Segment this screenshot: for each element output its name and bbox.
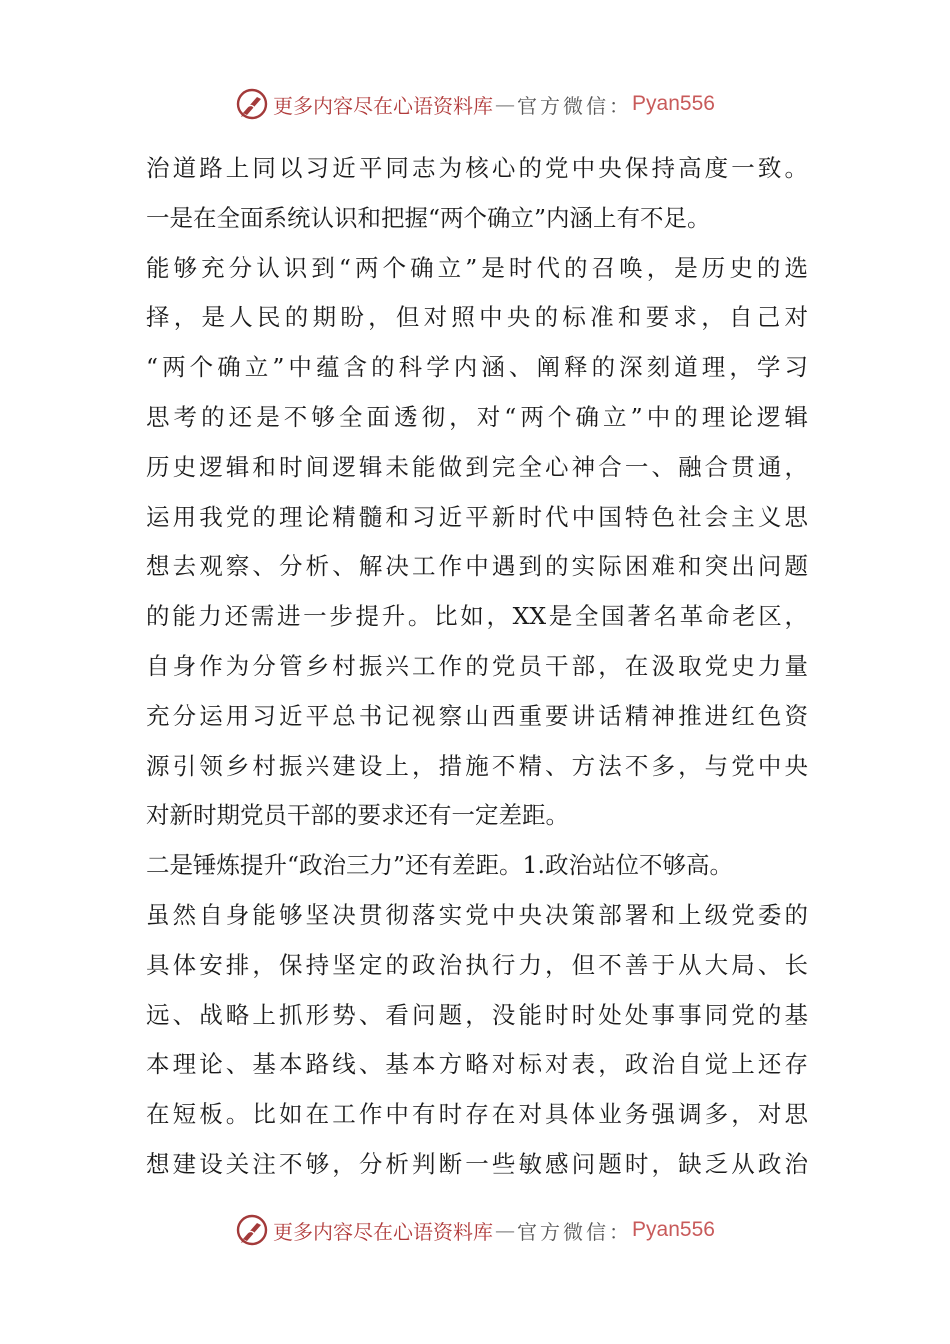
watermark-wechat-id: Pyan556 bbox=[632, 1218, 715, 1241]
body-line: 虽然自身能够坚决贯彻落实党中央决策部署和上级党委的 bbox=[146, 900, 808, 929]
watermark-header bbox=[0, 82, 950, 126]
body-line: 能够充分认识到“两个确立”是时代的召唤，是历史的选 bbox=[146, 253, 808, 282]
body-line: 在短板。比如在工作中有时存在对具体业务强调多，对思 bbox=[146, 1100, 808, 1129]
body-line: 充分运用习近平总书记视察山西重要讲话精神推进红色资 bbox=[146, 701, 808, 730]
body-line: 一是在全面系统认识和把握“两个确立”内涵上有不足。 bbox=[146, 203, 711, 232]
watermark-wechat-label: 官方微信： bbox=[517, 1219, 633, 1244]
watermark-brand-text: 更多内容尽在心语资料库 bbox=[273, 1219, 494, 1244]
body-line: 自身作为分管乡村振兴工作的党员干部，在汲取党史力量 bbox=[146, 651, 808, 680]
body-line: 源引领乡村振兴建设上，措施不精、方法不多，与党中央 bbox=[146, 751, 808, 780]
body-line: 具体安排，保持坚定的政治执行力，但不善于从大局、长 bbox=[146, 950, 808, 979]
watermark-wechat-id: Pyan556 bbox=[632, 92, 715, 115]
quill-pen-logo-icon bbox=[235, 87, 269, 121]
watermark-wechat-label: 官方微信： bbox=[517, 93, 633, 118]
document-body bbox=[146, 144, 808, 1190]
body-line: 想建设关注不够，分析判断一些敏感问题时，缺乏从政治 bbox=[146, 1149, 808, 1178]
body-line: 历史逻辑和时间逻辑未能做到完全心神合一、融合贯通， bbox=[146, 452, 808, 481]
watermark-separator: — bbox=[495, 1218, 516, 1242]
watermark-separator: — bbox=[495, 92, 516, 116]
body-line: 思考的还是不够全面透彻，对“两个确立”中的理论逻辑 bbox=[146, 402, 808, 431]
body-line: 择，是人民的期盼，但对照中央的标准和要求，自己对 bbox=[146, 303, 808, 332]
body-line: 想去观察、分析、解决工作中遇到的实际困难和突出问题 bbox=[146, 552, 808, 581]
quill-pen-logo-icon bbox=[235, 1213, 269, 1247]
body-line: 治道路上同以习近平同志为核心的党中央保持高度一致。 bbox=[146, 154, 808, 182]
body-line: 运用我党的理论精髓和习近平新时代中国特色社会主义思 bbox=[146, 502, 808, 531]
body-line: “两个确立”中蕴含的科学内涵、阐释的深刻道理，学习 bbox=[146, 353, 808, 382]
watermark-brand-text: 更多内容尽在心语资料库 bbox=[273, 93, 494, 118]
body-line: 远、战略上抓形势、看问题，没能时时处处事事同党的基 bbox=[146, 1000, 808, 1029]
body-line: 二是锤炼提升“政治三力”还有差距。1.政治站位不够高。 bbox=[146, 851, 733, 880]
body-line: 对新时期党员干部的要求还有一定差距。 bbox=[146, 801, 569, 830]
body-line: 的能力还需进一步提升。比如，XX是全国著名革命老区， bbox=[146, 602, 808, 631]
watermark-footer bbox=[0, 1208, 950, 1252]
body-line: 本理论、基本路线、基本方略对标对表，政治自觉上还存 bbox=[146, 1050, 808, 1079]
